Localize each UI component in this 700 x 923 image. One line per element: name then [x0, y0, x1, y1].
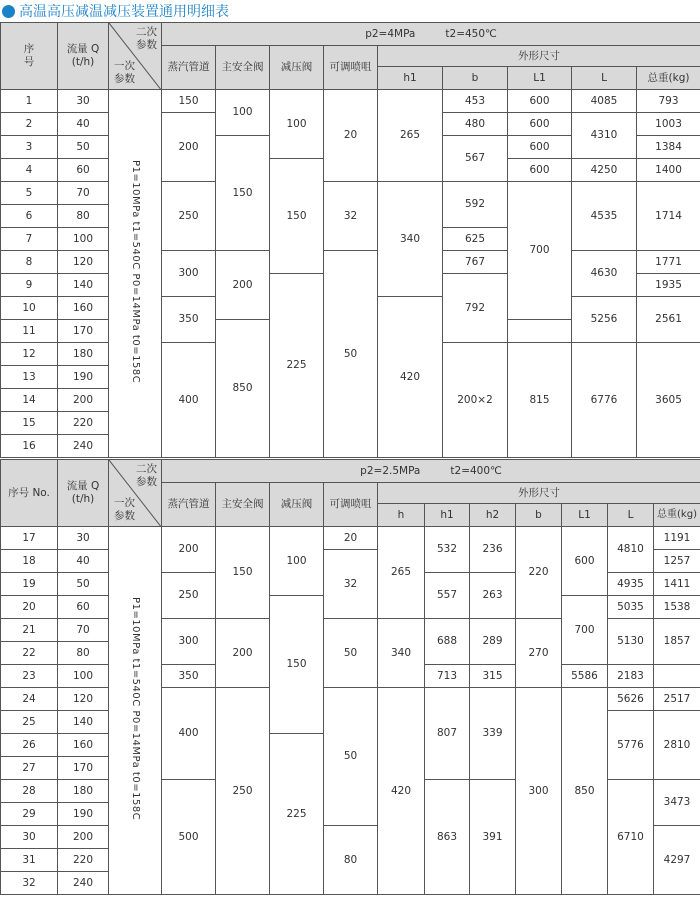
page-title — [0, 0, 700, 22]
flow-cell: 120 — [58, 251, 109, 274]
l-cell: 5626 — [608, 688, 654, 711]
reduce-cell: 150 — [270, 596, 324, 734]
flow-cell: 60 — [58, 596, 109, 619]
flow-cell: 160 — [58, 734, 109, 757]
flow-cell: 40 — [58, 550, 109, 573]
nozzle-cell: 20 — [324, 527, 378, 550]
reduce-cell: 225 — [270, 274, 324, 458]
bullet-icon — [2, 5, 15, 18]
l1-cell: 700 — [508, 182, 572, 320]
seq-cell: 5 — [1, 182, 58, 205]
h1-cell: 532 — [425, 527, 470, 573]
h2-cell: 315 — [470, 665, 516, 688]
l-cell: 5776 — [608, 711, 654, 780]
safety-cell: 150 — [216, 136, 270, 251]
weight-header: 总重(kg) — [637, 67, 700, 90]
seq-cell: 17 — [1, 527, 58, 550]
primary-param-text: P1=10MPa t1=540C P0=14MPa t0=158C — [130, 597, 141, 821]
reducing-valve-header: 减压阀 — [270, 46, 324, 90]
h1-cell: 557 — [425, 573, 470, 619]
weight-cell: 1003 — [637, 113, 700, 136]
l-cell: 5256 — [572, 297, 637, 343]
primary-param-cell — [109, 527, 162, 895]
flow-cell: 70 — [58, 619, 109, 642]
seq-cell: 20 — [1, 596, 58, 619]
seq-cell: 14 — [1, 389, 58, 412]
flow-cell: 140 — [58, 274, 109, 297]
flow-cell: 170 — [58, 320, 109, 343]
seq-cell: 25 — [1, 711, 58, 734]
seq-cell: 31 — [1, 849, 58, 872]
steam-cell: 350 — [162, 665, 216, 688]
h1-cell: 807 — [425, 688, 470, 780]
l-cell: 4250 — [572, 159, 637, 182]
flow-cell: 220 — [58, 412, 109, 435]
l1-cell: 600 — [508, 113, 572, 136]
flow-cell: 200 — [58, 389, 109, 412]
l1-cell: 600 — [562, 527, 608, 596]
flow-cell: 70 — [58, 182, 109, 205]
seq-cell: 13 — [1, 366, 58, 389]
h1-cell: 713 — [425, 665, 470, 688]
seq-cell: 32 — [1, 872, 58, 895]
safety-cell: 200 — [216, 619, 270, 688]
seq-cell: 9 — [1, 274, 58, 297]
l-cell: 4310 — [572, 113, 637, 159]
secondary-param-label: 二次参数 — [136, 463, 157, 489]
flow-header: 流量 Q (t/h) — [58, 23, 109, 90]
steam-cell: 400 — [162, 343, 216, 458]
h1-cell: 420 — [378, 297, 443, 458]
h2-cell: 391 — [470, 780, 516, 895]
flow-cell: 190 — [58, 366, 109, 389]
flow-header: 流量 Q (t/h) — [58, 460, 109, 527]
l-cell: 4810 — [608, 527, 654, 573]
h1-cell: 265 — [378, 90, 443, 182]
l-cell: 4085 — [572, 90, 637, 113]
l1-header: L1 — [562, 504, 608, 527]
l1-cell: 600 — [508, 90, 572, 113]
secondary-param-value: p2=2.5MPa t2=400℃ — [162, 460, 700, 483]
safety-valve-header: 主安全阀 — [216, 46, 270, 90]
b-header: b — [516, 504, 562, 527]
l-header: L — [572, 67, 637, 90]
flow-cell: 50 — [58, 136, 109, 159]
reduce-cell: 100 — [270, 90, 324, 159]
spec-table-2 — [0, 459, 700, 895]
seq-cell: 23 — [1, 665, 58, 688]
weight-cell: 2810 — [654, 711, 700, 780]
weight-cell: 793 — [637, 90, 700, 113]
weight-cell: 1400 — [637, 159, 700, 182]
seq-cell: 7 — [1, 228, 58, 251]
reduce-cell: 100 — [270, 527, 324, 596]
flow-cell: 30 — [58, 90, 109, 113]
seq-cell: 2 — [1, 113, 58, 136]
steam-cell: 350 — [162, 297, 216, 343]
flow-cell: 160 — [58, 297, 109, 320]
l-cell: 4630 — [572, 251, 637, 297]
secondary-param-value: p2=4MPa t2=450℃ — [162, 23, 700, 46]
l-cell: 5035 — [608, 596, 654, 619]
page-title-text: 高温高压减温减压装置通用明细表 — [19, 4, 229, 20]
flow-cell: 30 — [58, 527, 109, 550]
steam-cell: 300 — [162, 619, 216, 665]
nozzle-header: 可调喷咀 — [324, 46, 378, 90]
flow-cell: 240 — [58, 435, 109, 458]
seq-cell: 28 — [1, 780, 58, 803]
steam-pipe-header: 蒸汽管道 — [162, 46, 216, 90]
steam-cell: 300 — [162, 251, 216, 297]
seq-cell: 26 — [1, 734, 58, 757]
l-cell: 5586 — [562, 665, 608, 688]
b-cell: 792 — [443, 274, 508, 343]
flow-cell: 180 — [58, 343, 109, 366]
l1-cell: 850 — [562, 688, 608, 895]
dimensions-header: 外形尺寸 — [378, 483, 700, 504]
primary-param-text: P1=10MPa t1=540C P0=14MPa t0=158C — [130, 160, 141, 384]
l1-cell: 600 — [508, 159, 572, 182]
h2-header: h2 — [470, 504, 516, 527]
steam-cell: 200 — [162, 527, 216, 573]
b-cell: 567 — [443, 136, 508, 182]
flow-cell: 60 — [58, 159, 109, 182]
nozzle-cell: 50 — [324, 251, 378, 458]
l1-header: L1 — [508, 67, 572, 90]
param-diagonal-header — [109, 23, 162, 90]
weight-header: 总重(kg) — [654, 504, 700, 527]
seq-cell: 19 — [1, 573, 58, 596]
b-cell: 480 — [443, 113, 508, 136]
primary-param-cell — [109, 90, 162, 458]
seq-cell: 6 — [1, 205, 58, 228]
b-cell: 625 — [443, 228, 508, 251]
safety-cell: 200 — [216, 251, 270, 320]
flow-cell: 40 — [58, 113, 109, 136]
flow-cell: 180 — [58, 780, 109, 803]
flow-cell: 100 — [58, 665, 109, 688]
seq-cell: 30 — [1, 826, 58, 849]
l-cell: 4935 — [608, 573, 654, 596]
weight-cell: 1857 — [654, 619, 700, 665]
b-cell: 220 — [516, 527, 562, 619]
l-cell: 5130 — [608, 619, 654, 665]
seq-cell: 16 — [1, 435, 58, 458]
flow-cell: 240 — [58, 872, 109, 895]
safety-cell: 100 — [216, 90, 270, 136]
spec-table-1 — [0, 22, 700, 458]
primary-param-label: 一次参数 — [114, 496, 135, 522]
steam-cell: 500 — [162, 780, 216, 895]
b-cell: 592 — [443, 182, 508, 228]
b-cell: 270 — [516, 619, 562, 688]
l-cell: 4535 — [572, 182, 637, 251]
flow-cell: 190 — [58, 803, 109, 826]
steam-cell: 200 — [162, 113, 216, 182]
flow-cell: 170 — [58, 757, 109, 780]
h-cell: 340 — [378, 619, 425, 688]
nozzle-cell: 32 — [324, 550, 378, 619]
primary-param-label: 一次参数 — [114, 59, 135, 85]
h2-cell: 263 — [470, 573, 516, 619]
steam-cell: 250 — [162, 182, 216, 251]
h1-cell: 863 — [425, 780, 470, 895]
safety-cell: 150 — [216, 527, 270, 619]
seq-cell: 24 — [1, 688, 58, 711]
l1-cell: 700 — [562, 596, 608, 665]
nozzle-cell: 50 — [324, 619, 378, 688]
flow-cell: 220 — [58, 849, 109, 872]
l1-cell: 850 — [216, 320, 270, 458]
steam-cell: 250 — [162, 573, 216, 619]
h2-cell: 236 — [470, 527, 516, 573]
seq-cell: 15 — [1, 412, 58, 435]
flow-cell: 120 — [58, 688, 109, 711]
dimensions-header: 外形尺寸 — [378, 46, 700, 67]
flow-cell: 200 — [58, 826, 109, 849]
seq-cell: 18 — [1, 550, 58, 573]
h1-cell: 340 — [378, 182, 443, 297]
weight-cell: 1411 — [654, 573, 700, 596]
l-cell: 6710 — [608, 780, 654, 895]
l-header: L — [608, 504, 654, 527]
nozzle-header: 可调喷咀 — [324, 483, 378, 527]
seq-cell: 21 — [1, 619, 58, 642]
b-cell: 815 — [508, 343, 572, 458]
flow-cell: 100 — [58, 228, 109, 251]
seq-cell: 29 — [1, 803, 58, 826]
weight-cell: 1191 — [654, 527, 700, 550]
weight-cell: 1257 — [654, 550, 700, 573]
h1-header: h1 — [425, 504, 470, 527]
nozzle-cell: 80 — [324, 826, 378, 895]
seq-cell: 10 — [1, 297, 58, 320]
flow-cell: 80 — [58, 642, 109, 665]
h1-cell: 688 — [425, 619, 470, 665]
weight-cell: 2561 — [637, 297, 700, 343]
seq-cell: 27 — [1, 757, 58, 780]
b-cell: 300 — [516, 688, 562, 895]
h2-cell: 289 — [470, 619, 516, 665]
seq-cell: 3 — [1, 136, 58, 159]
safety-cell: 250 — [216, 688, 270, 895]
safety-cell: 200×2 — [443, 343, 508, 458]
weight-cell: 1714 — [637, 182, 700, 251]
l1-cell: 600 — [508, 136, 572, 159]
nozzle-cell: 20 — [324, 90, 378, 182]
h-cell: 420 — [378, 688, 425, 895]
reduce-cell: 150 — [270, 159, 324, 274]
seq-cell: 8 — [1, 251, 58, 274]
h2-cell: 339 — [470, 688, 516, 780]
h1-header: h1 — [378, 67, 443, 90]
seq-cell: 1 — [1, 90, 58, 113]
secondary-param-label: 二次参数 — [136, 26, 157, 52]
seq-cell: 4 — [1, 159, 58, 182]
flow-cell: 80 — [58, 205, 109, 228]
safety-valve-header: 主安全阀 — [216, 483, 270, 527]
l-cell: 6776 — [572, 343, 637, 458]
reduce-cell: 225 — [270, 734, 324, 895]
weight-cell: 1935 — [637, 274, 700, 297]
flow-cell: 140 — [58, 711, 109, 734]
seq-cell: 11 — [1, 320, 58, 343]
reducing-valve-header: 减压阀 — [270, 483, 324, 527]
steam-cell: 400 — [162, 688, 216, 780]
weight-cell: 3605 — [637, 343, 700, 458]
h-cell: 265 — [378, 527, 425, 619]
weight-cell: 1538 — [654, 596, 700, 619]
weight-cell: 1771 — [637, 251, 700, 274]
b-header: b — [443, 67, 508, 90]
weight-cell: 2183 — [608, 665, 654, 688]
steam-pipe-header: 蒸汽管道 — [162, 483, 216, 527]
seq-header: 序号 No. — [1, 460, 58, 527]
b-cell: 767 — [443, 251, 508, 274]
seq-cell: 12 — [1, 343, 58, 366]
nozzle-cell: 32 — [324, 182, 378, 251]
weight-cell: 1384 — [637, 136, 700, 159]
flow-cell: 50 — [58, 573, 109, 596]
weight-cell: 2517 — [654, 688, 700, 711]
h-header: h — [378, 504, 425, 527]
b-cell: 453 — [443, 90, 508, 113]
seq-header: 序号 — [1, 23, 58, 90]
steam-cell: 150 — [162, 90, 216, 113]
param-diagonal-header — [109, 460, 162, 527]
weight-cell: 4297 — [654, 826, 700, 895]
weight-cell: 3473 — [654, 780, 700, 826]
nozzle-cell: 50 — [324, 688, 378, 826]
seq-cell: 22 — [1, 642, 58, 665]
